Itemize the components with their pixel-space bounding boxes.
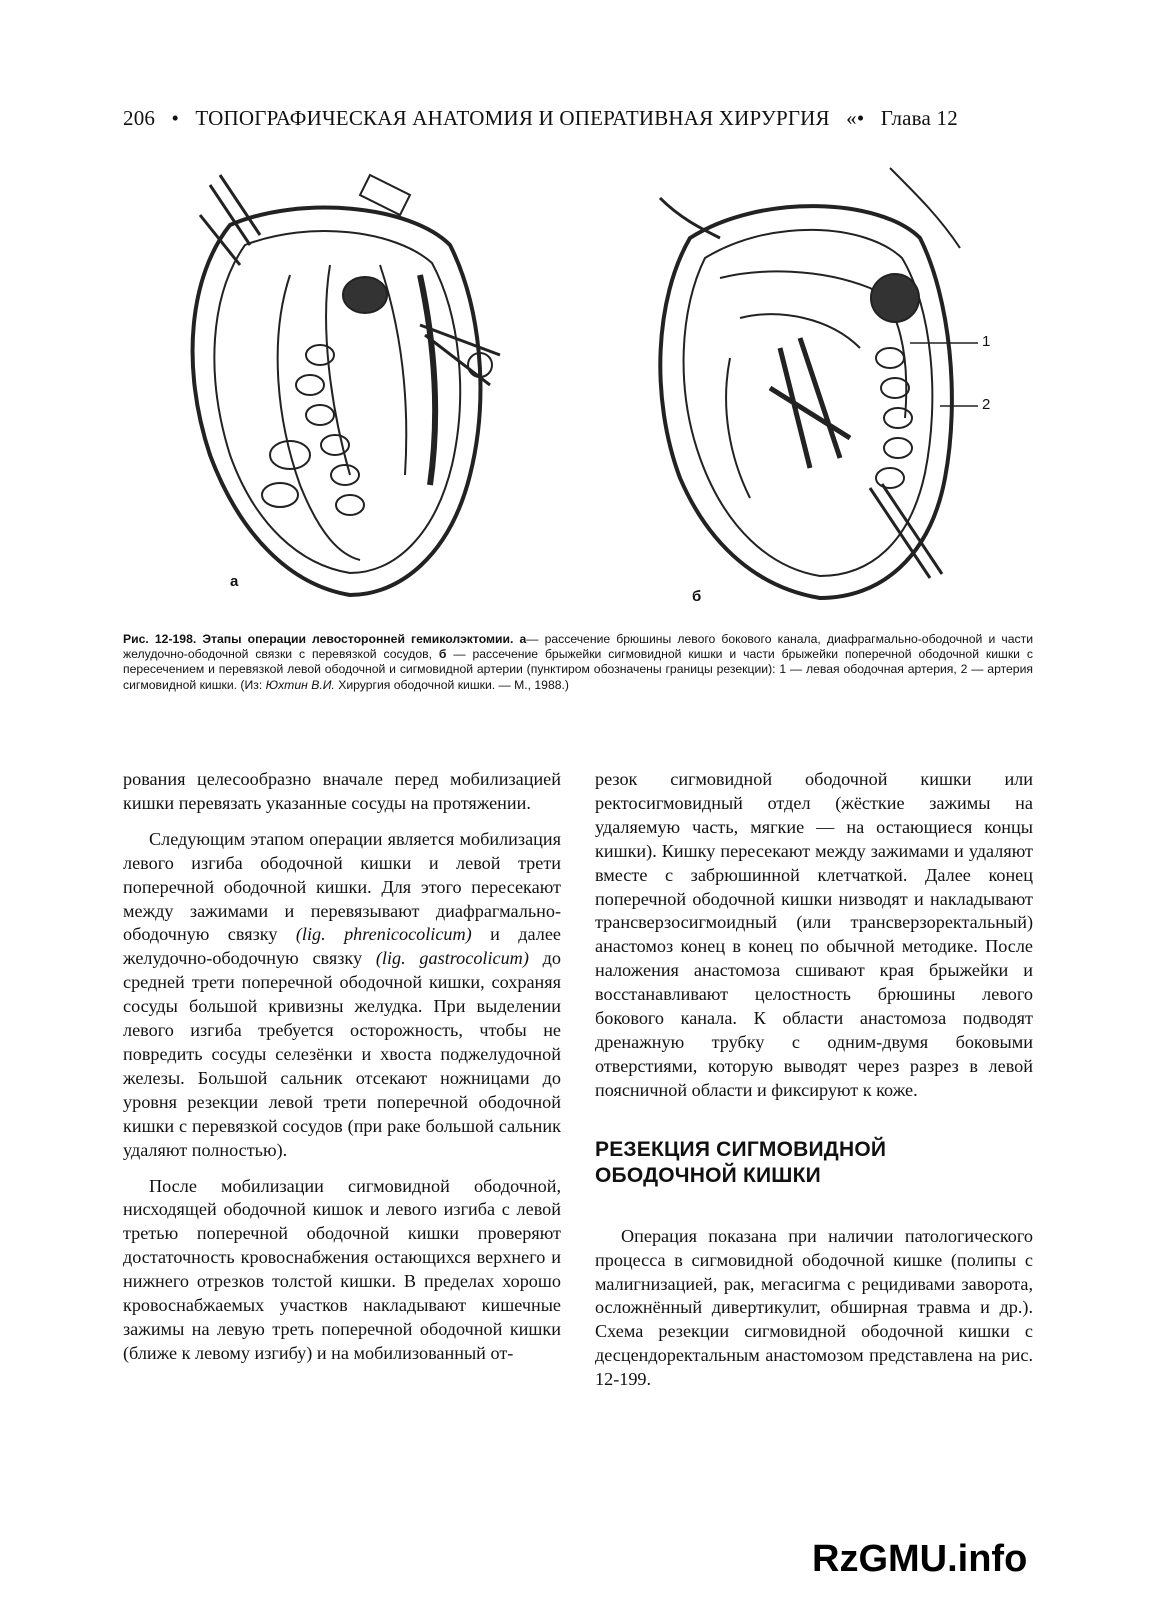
site-watermark: RzGMU.info	[812, 1538, 1028, 1580]
book-title: ТОПОГРАФИЧЕСКАЯ АНАТОМИЯ И ОПЕРАТИВНАЯ ХИРУРГИЯ	[195, 106, 830, 130]
figure-label-b: б	[692, 588, 702, 605]
latin-term: (lig. phrenicocolicum)	[295, 924, 472, 945]
text-run: до средней трети поперечной ободочной кишки, сохраняя сосуды большой кривизны желудка. При выделении левого изгиба требуется осторожность, чтобы не повредить сосуды селезёнки и хвоста поджелудочной железы. Большой сальник отсекают ножницами до уровня резекции левой трети поперечной ободочной кишки с перевязкой сосудов (при раке большой сальник удаляют полностью).	[123, 948, 561, 1160]
text-run: Следующим этапом операции является мобилизация левого изгиба ободочной кишки и левой трети поперечной ободочной кишки. Для этого пересекают между зажимами и перевязывают диафрагмально-ободочную связку	[123, 828, 561, 945]
heading-line: РЕЗЕКЦИЯ СИГМОВИДНОЙ	[595, 1137, 887, 1161]
caption-text-b: — рассечение брыжейки сигмовидной кишки и части брыжейки поперечной ободочной кишки с пересечением и перевязкой левой ободочной и сигмовидной артерии (пунктиром обозначены границы резекции): 1 — левая ободочная артерия, 2 — артерия сигмовидной кишки. (Из:	[123, 647, 1033, 692]
figure-caption	[123, 632, 1033, 693]
section-heading	[595, 1137, 1033, 1189]
right-text-column	[595, 768, 1033, 1392]
heading-line: ОБОДОЧНОЙ КИШКИ	[595, 1163, 821, 1187]
figure-illustration-b	[640, 158, 1010, 608]
running-header: 206 • ТОПОГРАФИЧЕСКАЯ АНАТОМИЯ И ОПЕРАТИВНАЯ ХИРУРГИЯ «• Глава 12	[123, 106, 958, 130]
caption-marker-a: а	[519, 632, 527, 646]
paragraph	[123, 828, 561, 1163]
latin-term: (lig. gastrocolicum)	[375, 948, 529, 969]
caption-author: Юхтин В.И.	[265, 677, 335, 692]
surgical-drawing-b	[640, 158, 1010, 608]
caption-marker-b: б	[438, 647, 447, 662]
paragraph: После мобилизации сигмовидной ободочной, нисходящей ободочной кишок и левого изгиба с левой третью поперечной ободочной кишки проверяют достаточность кровоснабжения остающихся верхнего и нижнего отрезков толстой кишки. В пределах хорошо кровоснабжаемых участков накладывают кишечные зажимы на левую треть поперечной ободочной кишки (ближе к левому изгибу) и на мобилизованный от-	[123, 1175, 561, 1363]
surgical-drawing-a	[170, 155, 515, 605]
figure-label-a: а	[230, 573, 239, 590]
figure-illustration-a	[170, 155, 515, 605]
paragraph: Операция показана при наличии патологического процесса в сигмовидной ободочной кишке (полипы с малигнизацией, рак, мегасигма с рецидивами заворота, осложнённый дивертикулит, обширная травма и др.). Схема резекции сигмовидной ободочной кишки с десцендоректальным анастомозом представлена на рис. 12-199.	[595, 1225, 1033, 1390]
chapter-label: Глава 12	[880, 106, 958, 130]
page-number: 206	[123, 106, 156, 130]
caption-text-a: — рассечение брюшины левого бокового канала, диафрагмально-ободочной и части желудочно-ободочной связки с перевязкой сосудов,	[123, 632, 1033, 662]
text-run: и далее желудочно-ободочную связку	[123, 924, 561, 969]
caption-title: Этапы операции левосторонней гемиколэктомии.	[202, 632, 514, 646]
callout-1: 1	[982, 333, 991, 350]
caption-source: Хирургия ободочной кишки. — М., 1988.)	[334, 677, 569, 692]
left-text-column	[123, 768, 561, 1366]
caption-number: Рис. 12-198.	[123, 632, 197, 646]
callout-2: 2	[982, 396, 991, 413]
paragraph: резок сигмовидной ободочной кишки или ректосигмовидный отдел (жёсткие зажимы на удаляемую часть, мягкие — на остающиеся концы кишки). Кишку пересекают между зажимами и удаляют вместе с забрюшинной клетчаткой. Далее конец поперечной ободочной кишки низводят и накладывают трансверзосигмоидный (или трансверзоректальный) анастомоз конец в конец по обычной методике. После наложения анастомоза сшивают края брыжейки и восстанавливают целостность брюшины левого бокового канала. К области анастомоза подводят дренажную трубку с одним-двумя боковыми отверстиями, которую выводят через разрез в левой поясничной области и фиксируют к коже.	[595, 769, 1033, 1100]
paragraph: рования целесообразно вначале перед мобилизацией кишки перевязать указанные сосуды на протяжении.	[123, 769, 561, 813]
